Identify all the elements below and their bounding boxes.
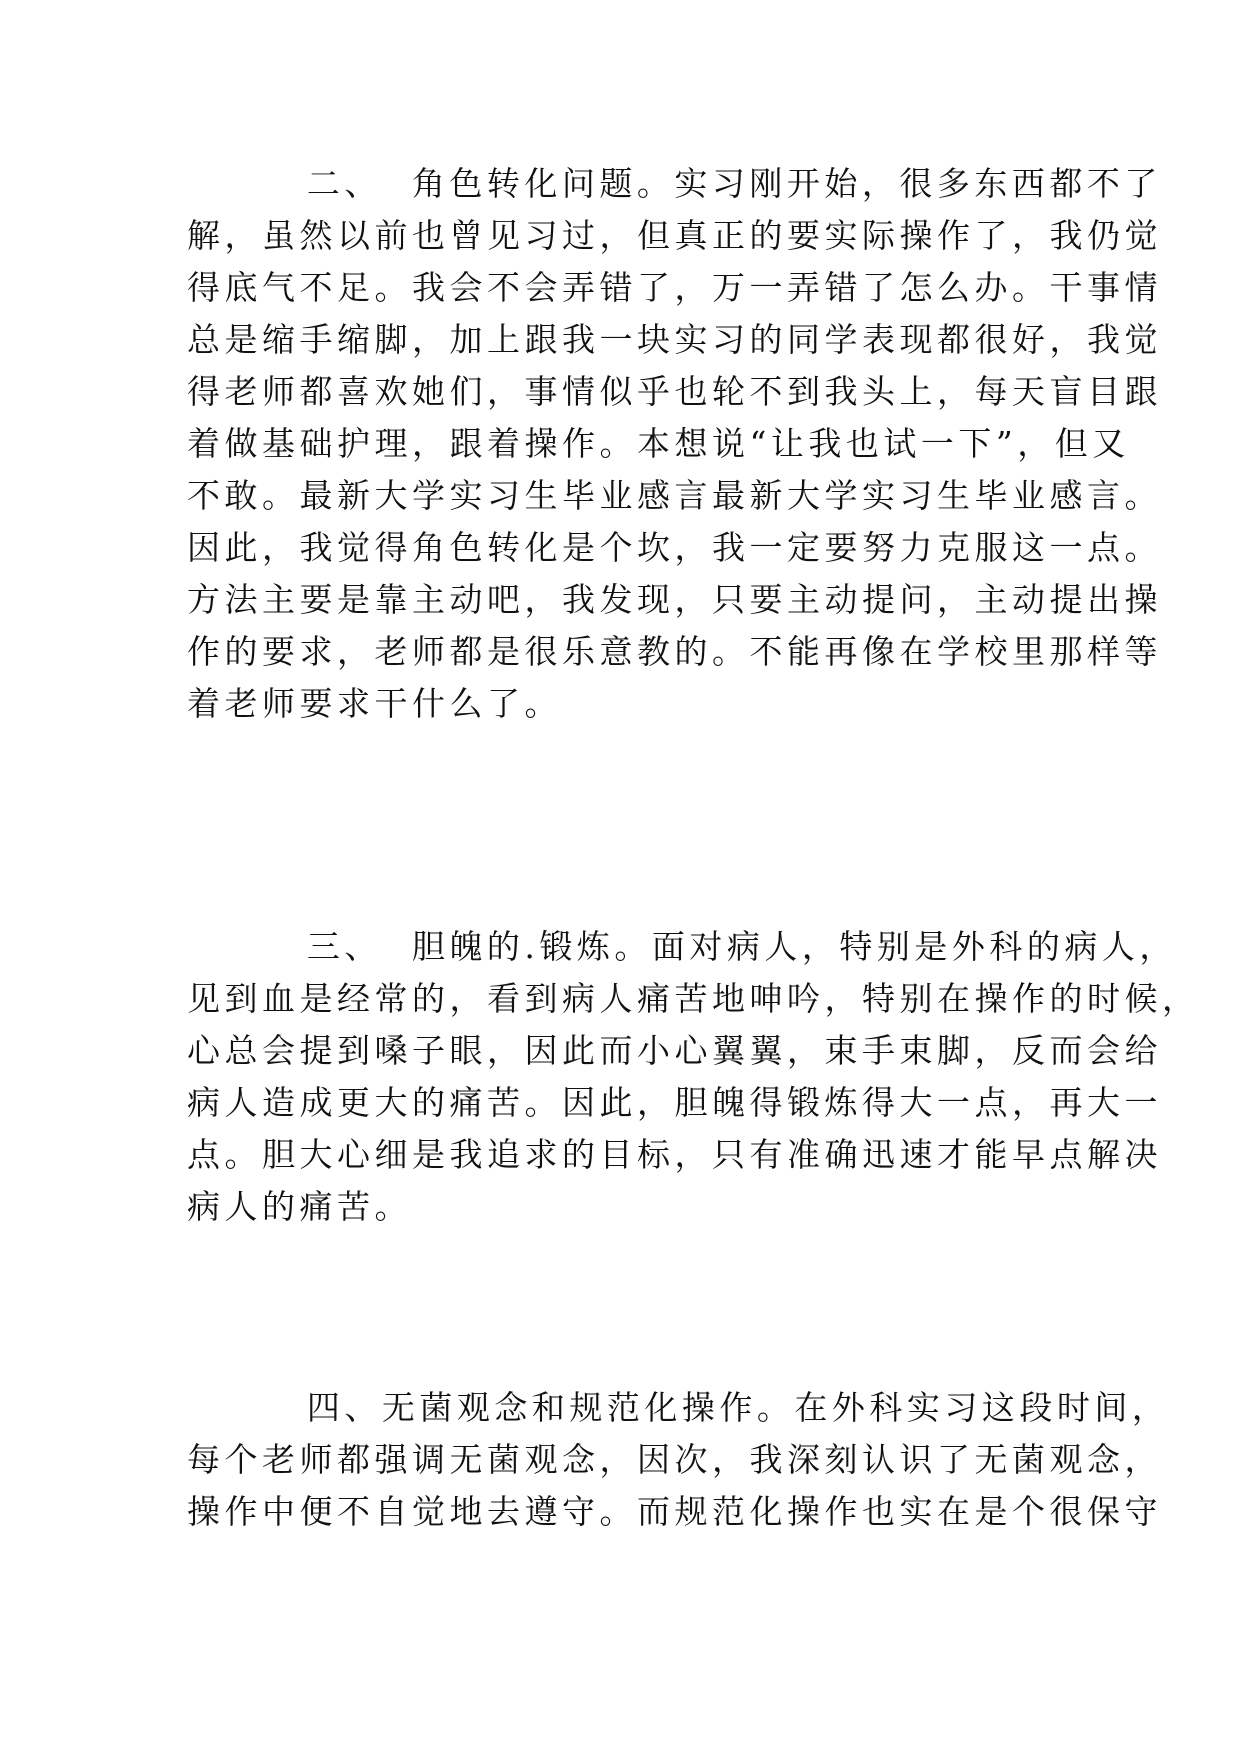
paragraph-line: 每个老师都强调无菌观念，因次，我深刻认识了无菌观念， — [187, 1440, 1162, 1479]
paragraph-role-transition — [187, 158, 1162, 730]
paragraph-line: 不敢。最新大学实习生毕业感言最新大学实习生毕业感言。 — [187, 476, 1162, 515]
paragraph-line: 作的要求，老师都是很乐意教的。不能再像在学校里那样等 — [187, 632, 1162, 671]
paragraph-line: 见到血是经常的，看到病人痛苦地呻吟，特别在操作的时候， — [187, 979, 1200, 1018]
paragraph-line: 病人造成更大的痛苦。因此，胆魄得锻炼得大一点，再大一 — [187, 1083, 1162, 1122]
paragraph-courage-training — [187, 921, 1200, 1233]
paragraph-line: 点。胆大心细是我追求的目标，只有准确迅速才能早点解决 — [187, 1135, 1162, 1174]
paragraph-line: 总是缩手缩脚，加上跟我一块实习的同学表现都很好，我觉 — [187, 320, 1162, 359]
paragraph-line: 着老师要求干什么了。 — [187, 684, 562, 723]
paragraph-line: 操作中便不自觉地去遵守。而规范化操作也实在是个很保守 — [187, 1492, 1162, 1531]
paragraph-line: 病人的痛苦。 — [187, 1187, 412, 1226]
paragraph-line: 二、 角色转化问题。实习刚开始，很多东西都不了 — [187, 164, 1162, 203]
paragraph-aseptic-concept — [187, 1382, 1170, 1538]
paragraph-line: 心总会提到嗓子眼，因此而小心翼翼，束手束脚，反而会给 — [187, 1031, 1162, 1070]
paragraph-line: 方法主要是靠主动吧，我发现，只要主动提问，主动提出操 — [187, 580, 1162, 619]
paragraph-line: 因此，我觉得角色转化是个坎，我一定要努力克服这一点。 — [187, 528, 1162, 567]
paragraph-line: 得底气不足。我会不会弄错了，万一弄错了怎么办。干事情 — [187, 268, 1162, 307]
paragraph-line: 得老师都喜欢她们，事情似乎也轮不到我头上，每天盲目跟 — [187, 372, 1162, 411]
paragraph-line: 四、无菌观念和规范化操作。在外科实习这段时间， — [187, 1388, 1170, 1427]
paragraph-line: 着做基础护理，跟着操作。本想说“让我也试一下”，但又 — [187, 424, 1130, 463]
paragraph-line: 解，虽然以前也曾见习过，但真正的要实际操作了，我仍觉 — [187, 216, 1162, 255]
paragraph-line: 三、 胆魄的.锻炼。面对病人，特别是外科的病人， — [187, 927, 1177, 966]
